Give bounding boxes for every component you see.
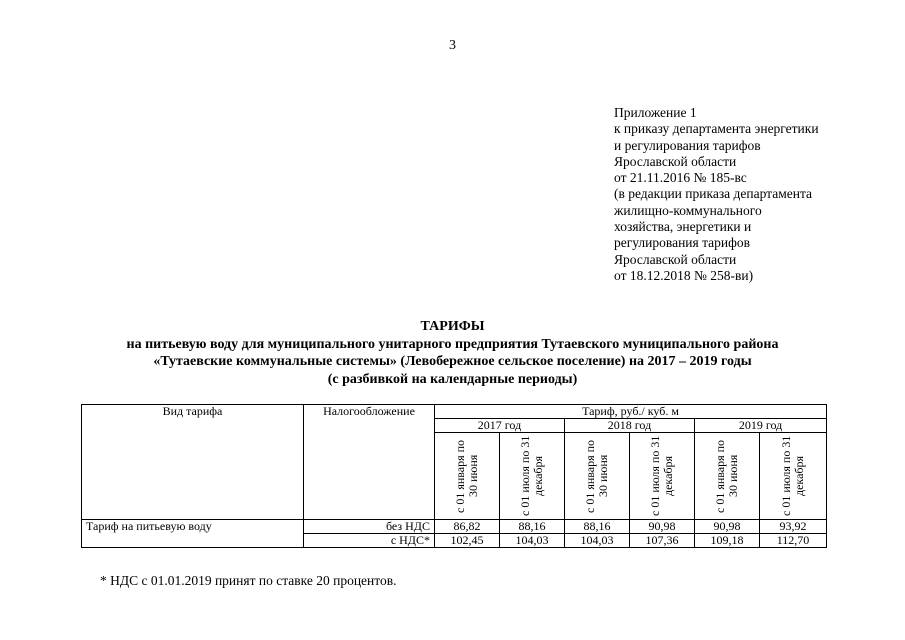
appendix-line: от 21.11.2016 № 185-вс <box>614 170 747 186</box>
tax-label: без НДС <box>304 520 435 534</box>
appendix-line: и регулирования тарифов <box>614 137 761 153</box>
period-cell <box>760 433 827 520</box>
period-label: с 01 января по 30 июня <box>453 439 480 513</box>
header-year-2018: 2018 год <box>565 419 695 433</box>
header-year-2019: 2019 год <box>695 419 827 433</box>
appendix-line: (в редакции приказа департамента <box>614 186 813 202</box>
tariff-name: Тариф на питьевую воду <box>82 520 304 548</box>
period-label: с 01 июля по 31 декабря <box>648 435 675 517</box>
period-cell <box>630 433 695 520</box>
tariff-value: 88,16 <box>565 520 630 534</box>
title-line: «Тутаевские коммунальные системы» (Левобережное сельское поселение) на 2017 – 2019 годы <box>153 354 752 369</box>
document-title <box>0 318 905 388</box>
appendix-line: от 18.12.2018 № 258-ви) <box>614 267 754 283</box>
tariff-value: 112,70 <box>760 534 827 548</box>
appendix-block <box>614 105 819 284</box>
tariff-value: 86,82 <box>435 520 500 534</box>
table-row <box>82 520 827 534</box>
page-number: 3 <box>449 38 456 53</box>
tariff-value: 88,16 <box>500 520 565 534</box>
appendix-line: к приказу департамента энергетики <box>614 121 819 137</box>
appendix-line: Приложение 1 <box>614 105 697 120</box>
title-line: (с разбивкой на календарные периоды) <box>327 371 578 387</box>
tariff-value: 104,03 <box>500 534 565 548</box>
tariff-value: 90,98 <box>695 520 760 534</box>
tariff-value: 107,36 <box>630 534 695 548</box>
title-heading: ТАРИФЫ <box>420 319 485 334</box>
header-tariff: Тариф, руб./ куб. м <box>435 405 827 419</box>
appendix-line: жилищно-коммунального <box>614 202 762 218</box>
appendix-line: Ярославской области <box>614 153 737 169</box>
period-label: с 01 января по 30 июня <box>583 439 610 513</box>
appendix-line: хозяйства, энергетики и <box>614 219 752 235</box>
period-cell <box>435 433 500 520</box>
tariff-table <box>81 404 827 548</box>
period-label: с 01 июля по 31 декабря <box>518 435 545 517</box>
header-tariff-type: Вид тарифа <box>82 405 304 520</box>
appendix-line: регулирования тарифов <box>614 235 751 251</box>
tariff-value: 104,03 <box>565 534 630 548</box>
header-year-2017: 2017 год <box>435 419 565 433</box>
header-taxation: Налогообложение <box>304 405 435 520</box>
tariff-value: 90,98 <box>630 520 695 534</box>
period-cell <box>565 433 630 520</box>
title-line: на питьевую воду для муниципального унитарного предприятия Тутаевского муниципального района <box>126 336 779 352</box>
tariff-value: 109,18 <box>695 534 760 548</box>
footnote: * НДС с 01.01.2019 принят по ставке 20 процентов. <box>100 573 397 588</box>
period-cell <box>500 433 565 520</box>
appendix-line: Ярославской области <box>614 251 737 267</box>
tariff-value: 93,92 <box>760 520 827 534</box>
period-label: с 01 июля по 31 декабря <box>779 435 807 517</box>
tax-label: с НДС* <box>304 534 435 548</box>
period-cell <box>695 433 760 520</box>
tariff-value: 102,45 <box>435 534 500 548</box>
period-label: с 01 января по 30 июня <box>713 439 740 513</box>
